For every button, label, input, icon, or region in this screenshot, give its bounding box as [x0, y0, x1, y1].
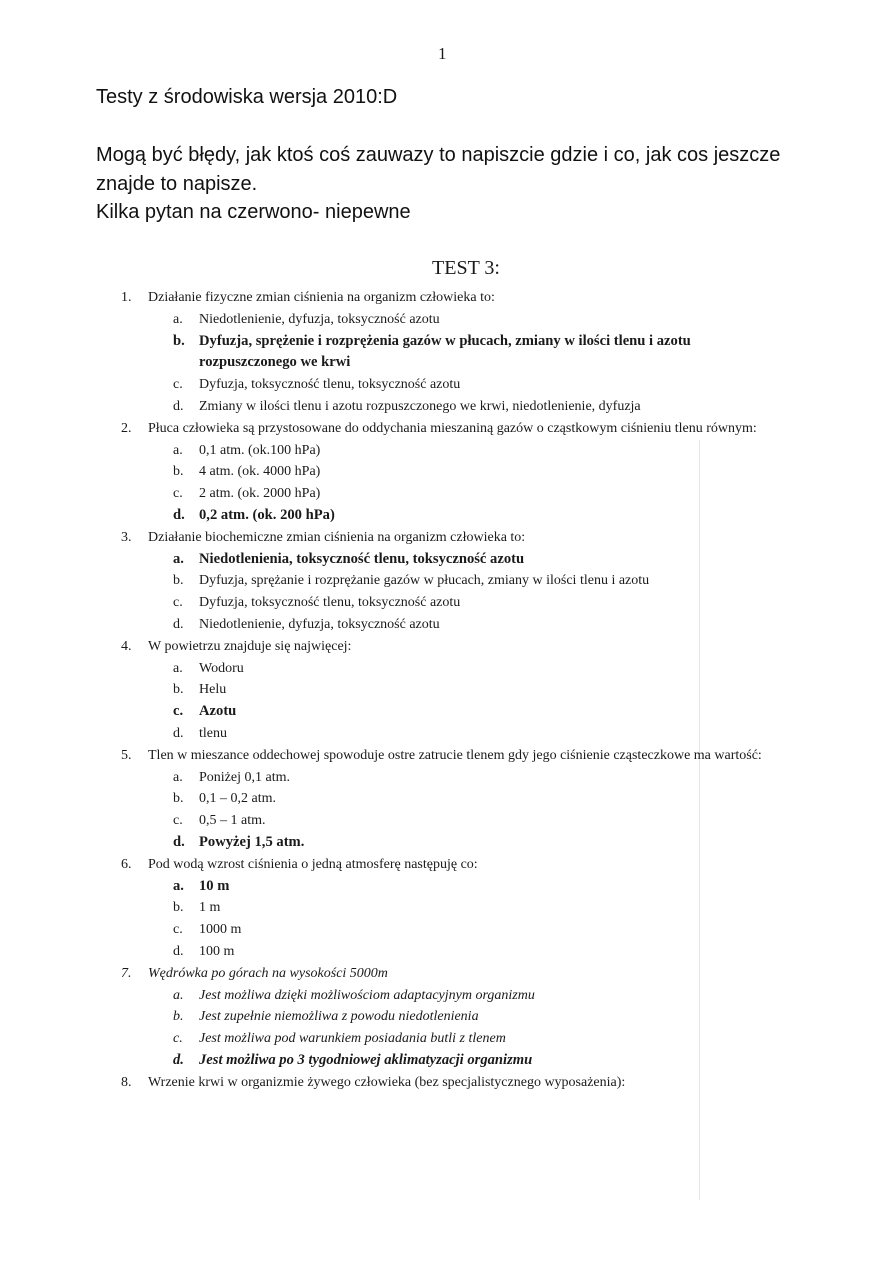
option-letter: a.	[173, 442, 183, 458]
option-text: Jest możliwa po 3 tygodniowej aklimatyzacji organizmu	[199, 1051, 533, 1068]
option-letter: d.	[173, 506, 185, 523]
answer-option	[0, 658, 780, 680]
question	[0, 636, 780, 658]
option-text: Azotu	[199, 703, 237, 720]
answer-option-correct	[0, 505, 780, 527]
answer-option	[0, 1028, 780, 1050]
option-letter: c.	[173, 813, 183, 829]
option-letter: d.	[173, 1051, 184, 1068]
option-letter: d.	[173, 943, 184, 959]
question-text: Tlen w mieszance oddechowej spowoduje ostre zatrucie tlenem gdy jego ciśnienie cząsteczkowe ma wartość:	[148, 747, 762, 763]
option-text: tlenu	[199, 725, 227, 741]
option-letter: a.	[173, 550, 184, 567]
option-text: Poniżej 0,1 atm.	[199, 769, 290, 785]
option-letter: d.	[173, 398, 184, 414]
option-letter: a.	[173, 987, 184, 1003]
answer-option-correct	[0, 876, 780, 898]
answer-option-correct	[0, 832, 780, 854]
option-text: Jest zupełnie niemożliwa z powodu niedotlenienia	[199, 1009, 479, 1025]
question-text: Działanie biochemiczne zmian ciśnienia na organizm człowieka to:	[148, 529, 526, 545]
note-line: Kilka pytan na czerwono- niepewne	[96, 201, 411, 223]
option-letter: c.	[173, 486, 183, 502]
option-text: Dyfuzja, sprężenie i rozprężenia gazów w płucach, zmiany w ilości tlenu i azotu rozpuszczonego we krwi	[199, 332, 691, 371]
option-text: Powyżej 1,5 atm.	[199, 833, 305, 850]
option-text: Dyfuzja, sprężanie i rozprężanie gazów w płucach, zmiany w ilości tlenu i azotu	[199, 573, 650, 589]
question	[0, 854, 780, 876]
option-letter: a.	[173, 311, 183, 327]
option-text: Dyfuzja, toksyczność tlenu, toksyczność azotu	[199, 377, 461, 393]
question-number: 1.	[121, 290, 132, 305]
answer-option	[0, 985, 780, 1007]
answer-option-correct	[0, 1050, 780, 1072]
answer-option	[0, 679, 780, 701]
question	[0, 745, 780, 767]
option-text: Jest możliwa pod warunkiem posiadania butli z tlenem	[199, 1031, 506, 1047]
option-text: 1 m	[199, 900, 221, 916]
question	[0, 527, 780, 549]
answer-option	[0, 483, 780, 505]
question-list	[0, 287, 892, 1093]
question-text: Wędrówka po górach na wysokości 5000m	[148, 965, 388, 981]
question-number: 4.	[121, 638, 132, 654]
option-text: 10 m	[199, 877, 230, 894]
option-letter: c.	[173, 922, 183, 938]
option-letter: c.	[173, 377, 183, 393]
option-text: 0,2 atm. (ok. 200 hPa)	[199, 506, 335, 523]
author-note	[96, 141, 816, 227]
question-text: Działanie fizyczne zmian ciśnienia na organizm człowieka to:	[148, 290, 495, 305]
option-text: 1000 m	[199, 922, 242, 938]
question-number: 3.	[121, 529, 132, 545]
option-text: 100 m	[199, 943, 235, 959]
answer-option	[0, 941, 780, 963]
option-letter: c.	[173, 1031, 183, 1047]
answer-option	[0, 614, 780, 636]
option-letter: b.	[173, 332, 185, 349]
option-letter: c.	[173, 595, 183, 611]
option-letter: a.	[173, 769, 183, 785]
option-letter: d.	[173, 725, 184, 741]
question	[0, 1072, 780, 1094]
answer-option	[0, 810, 780, 832]
question-text: Wrzenie krwi w organizmie żywego człowieka (bez specjalistycznego wyposażenia):	[148, 1074, 626, 1090]
answer-option	[0, 570, 780, 592]
option-letter: b.	[173, 682, 184, 698]
option-text: 2 atm. (ok. 2000 hPa)	[199, 486, 321, 502]
answer-option-correct	[0, 701, 780, 723]
answer-option	[0, 767, 780, 789]
note-line: Mogą być błędy, jak ktoś coś zauwazy to napiszcie gdzie i co, jak cos jeszcze	[96, 144, 781, 166]
answer-option	[0, 897, 780, 919]
question	[0, 418, 780, 440]
answer-option	[0, 309, 780, 331]
option-text: 0,5 – 1 atm.	[199, 813, 266, 829]
question-number: 5.	[121, 747, 132, 763]
option-letter: d.	[173, 833, 185, 850]
answer-option	[0, 461, 780, 483]
option-letter: b.	[173, 573, 184, 589]
question-number: 6.	[121, 856, 132, 872]
answer-option	[0, 919, 780, 941]
option-letter: b.	[173, 791, 184, 807]
question-text: Pod wodą wzrost ciśnienia o jedną atmosferę następuję co:	[148, 856, 478, 872]
option-text: Zmiany w ilości tlenu i azotu rozpuszczonego we krwi, niedotlenienie, dyfuzja	[199, 398, 641, 414]
test-heading: TEST 3:	[432, 257, 500, 279]
answer-option	[0, 440, 780, 462]
option-text: 0,1 – 0,2 atm.	[199, 791, 276, 807]
option-text: 0,1 atm. (ok.100 hPa)	[199, 442, 321, 458]
option-text: Jest możliwa dzięki możliwościom adaptacyjnym organizmu	[199, 987, 535, 1003]
answer-option	[0, 396, 780, 418]
option-letter: a.	[173, 660, 183, 676]
note-line: znajde to napisze.	[96, 172, 258, 195]
option-letter: b.	[173, 1009, 184, 1025]
question-text: W powietrzu znajduje się najwięcej:	[148, 638, 352, 654]
question	[0, 287, 780, 309]
question-number: 7.	[121, 965, 132, 981]
answer-option-correct	[0, 331, 780, 375]
option-text: Dyfuzja, toksyczność tlenu, toksyczność azotu	[199, 595, 461, 611]
option-letter: c.	[173, 703, 184, 720]
answer-option-correct	[0, 549, 780, 571]
answer-option	[0, 374, 780, 396]
option-text: Helu	[199, 682, 227, 698]
option-letter: d.	[173, 616, 184, 632]
question-number: 2.	[121, 420, 132, 436]
option-text: Wodoru	[199, 660, 244, 676]
option-letter: a.	[173, 877, 184, 894]
answer-option	[0, 1006, 780, 1028]
document-title: Testy z środowiska wersja 2010:D	[96, 86, 398, 108]
option-text: Niedotlenienia, toksyczność tlenu, toksyczność azotu	[199, 550, 525, 567]
question	[0, 963, 780, 985]
option-text: Niedotlenienie, dyfuzja, toksyczność azotu	[199, 311, 440, 327]
question-number: 8.	[121, 1074, 132, 1090]
answer-option	[0, 788, 780, 810]
option-text: Niedotlenienie, dyfuzja, toksyczność azotu	[199, 616, 440, 632]
option-text: 4 atm. (ok. 4000 hPa)	[199, 464, 321, 480]
option-letter: b.	[173, 464, 184, 480]
option-letter: b.	[173, 900, 184, 916]
question-text: Płuca człowieka są przystosowane do oddychania mieszaniną gazów o cząstkowym ciśnieniu tlenu równym:	[148, 420, 757, 436]
answer-option	[0, 723, 780, 745]
answer-option	[0, 592, 780, 614]
page-number: 1	[438, 44, 447, 63]
